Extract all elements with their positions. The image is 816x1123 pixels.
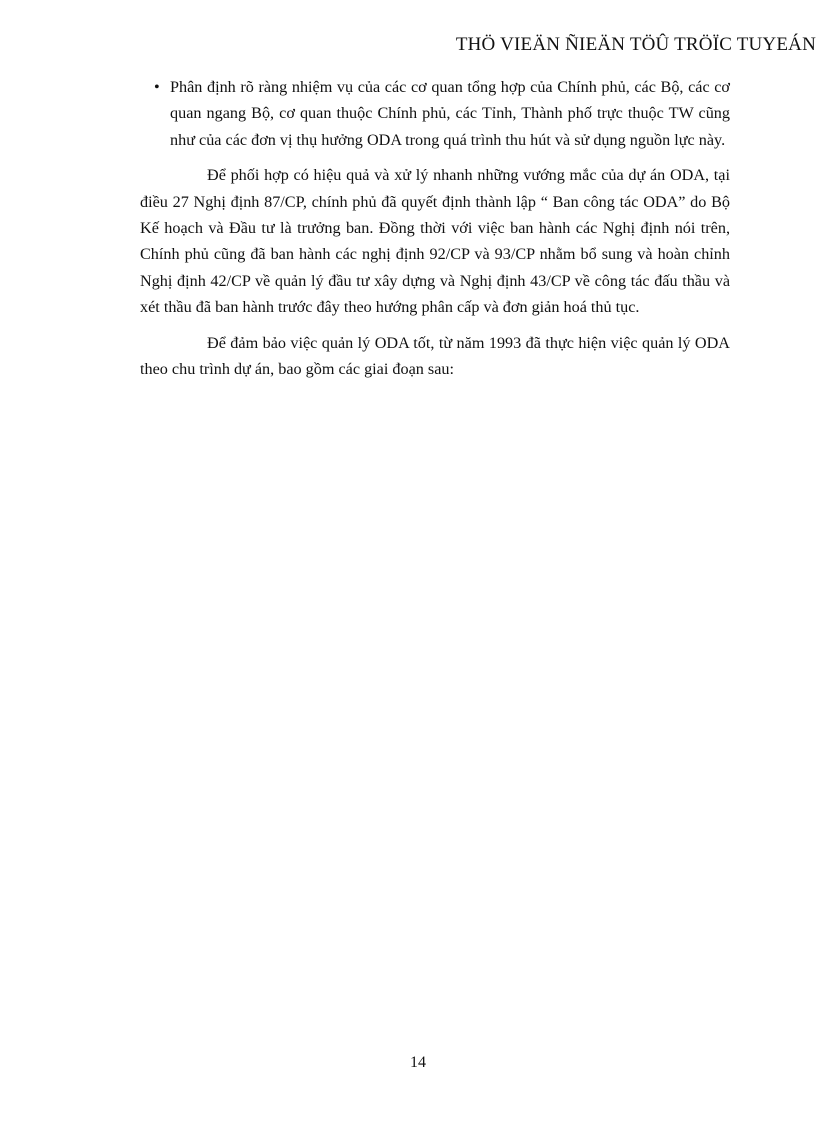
- bullet-icon: •: [154, 78, 160, 96]
- page-header: THÖ VIEÄN ÑIEÄN TÖÛ TRÖÏC TUYEÁN: [455, 34, 816, 55]
- bullet-item: [140, 74, 730, 153]
- bullet-text: Phân định rõ ràng nhiệm vụ của các cơ quan tổng hợp của Chính phủ, các Bộ, các cơ quan ngang Bộ, cơ quan thuộc Chính phủ, các Tỉnh, Thành phố trực thuộc TW cũng như của các đơn vị thụ hưởng ODA trong quá trình thu hút và sử dụng nguồn lực này.: [170, 78, 730, 149]
- page-number: 14: [410, 1054, 426, 1071]
- paragraph-oda-management: Để đảm bảo việc quản lý ODA tốt, từ năm 1993 đã thực hiện việc quản lý ODA theo chu trình dự án, bao gồm các giai đoạn sau:: [140, 333, 730, 379]
- document-body: [140, 74, 730, 391]
- paragraph-oda-coordination: Để phối hợp có hiệu quả và xử lý nhanh những vướng mắc của dự án ODA, tại điều 27 Nghị định 87/CP, chính phủ đã quyết định thành lập “ Ban công tác ODA” do Bộ Kế hoạch và Đầu tư là trưởng ban. Đồng thời với việc ban hành các Nghị định nói trên, Chính phủ cũng đã ban hành các nghị định 92/CP và 93/CP nhằm bổ sung và hoàn chỉnh Nghị định 42/CP về quản lý đầu tư xây dựng và Nghị định 43/CP về công tác đấu thầu và xét thầu đã ban hành trước đây theo hướng phân cấp và đơn giản hoá thủ tục.: [140, 166, 730, 317]
